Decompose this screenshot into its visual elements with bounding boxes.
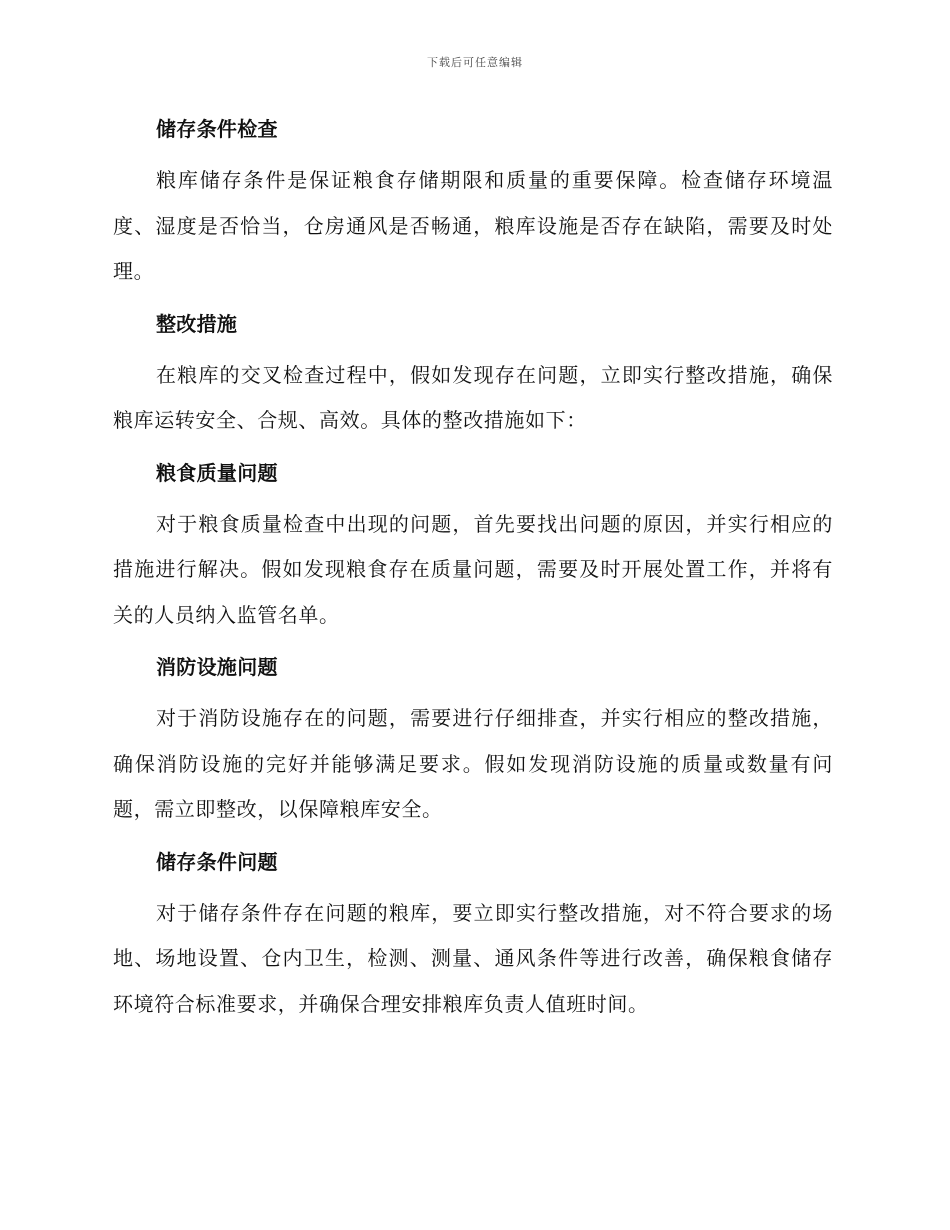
document-body xyxy=(113,108,833,1027)
section-paragraph-fire-facilities: 对于消防设施存在的问题，需要进行仔细排查，并实行相应的整改措施，确保消防设施的完好并能够满足要求。假如发现消防设施的质量或数量有问题，需立即整改，以保障粮库安全。 xyxy=(113,706,833,821)
section-heading-fire-facilities: 消防设施问题 xyxy=(156,655,278,679)
section-heading-storage-check: 储存条件检查 xyxy=(156,117,278,141)
section-paragraph-storage-check: 粮库储存条件是保证粮食存储期限和质量的重要保障。检查储存环境温度、湿度是否恰当，仓房通风是否畅通，粮库设施是否存在缺陷，需要及时处理。 xyxy=(113,168,833,283)
section-paragraph-rectification: 在粮库的交叉检查过程中，假如发现存在问题，立即实行整改措施，确保粮库运转安全、合规、高效。具体的整改措施如下： xyxy=(113,362,833,432)
section-paragraph-storage-issues: 对于储存条件存在问题的粮库，要立即实行整改措施，对不符合要求的场地、场地设置、仓内卫生，检测、测量、通风条件等进行改善，确保粮食储存环境符合标准要求，并确保合理安排粮库负责人值班时间。 xyxy=(113,900,833,1016)
section-paragraph-grain-quality: 对于粮食质量检查中出现的问题，首先要找出问题的原因，并实行相应的措施进行解决。假如发现粮食存在质量问题，需要及时开展处置工作，并将有关的人员纳入监管名单。 xyxy=(113,511,833,627)
section-heading-storage-issues: 储存条件问题 xyxy=(156,849,278,874)
section-heading-rectification: 整改措施 xyxy=(156,311,238,336)
section-heading-grain-quality: 粮食质量问题 xyxy=(156,460,278,485)
page-header: 下载后可任意编辑 xyxy=(427,56,523,69)
